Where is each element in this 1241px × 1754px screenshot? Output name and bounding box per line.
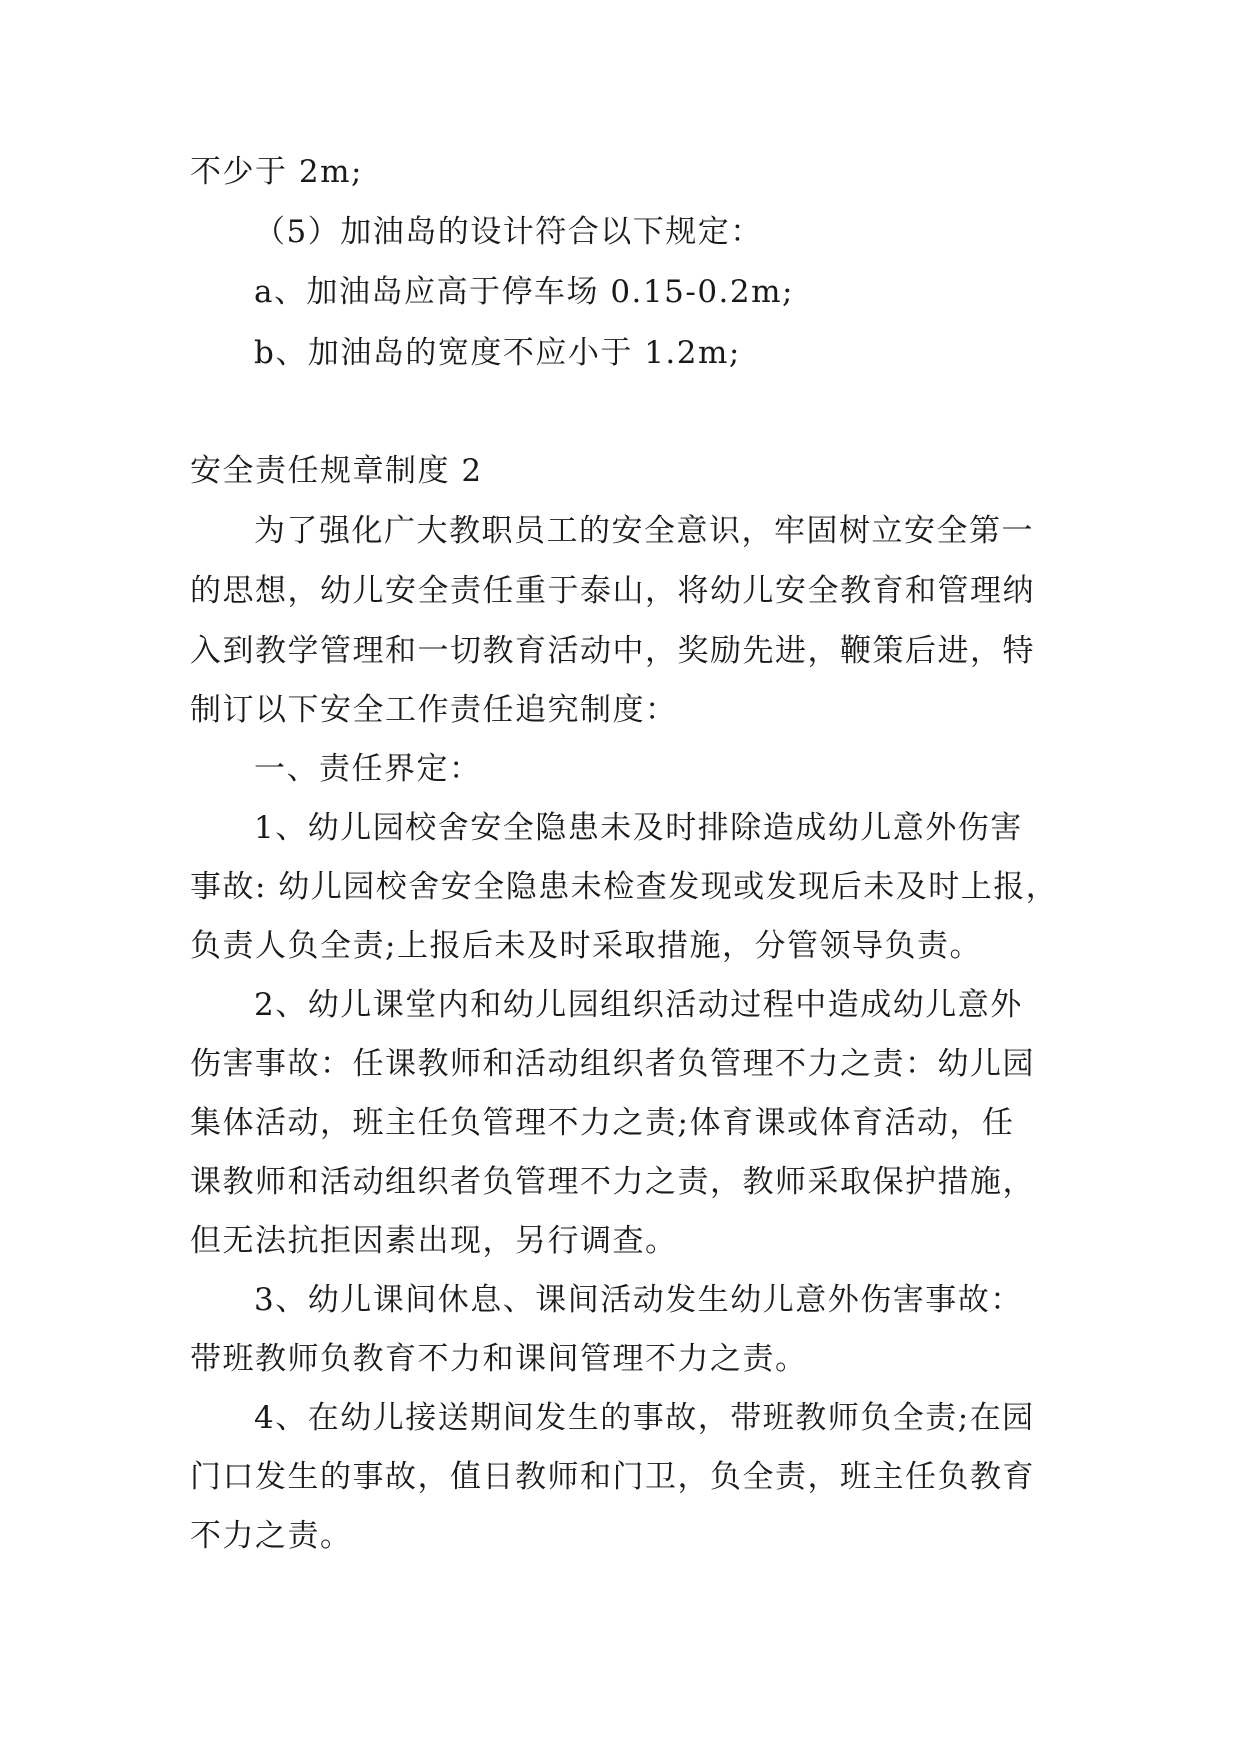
text-line: 事故: 幼儿园校舍安全隐患未检查发现或发现后未及时上报， [190,869,1059,905]
text-line: 1、幼儿园校舍安全隐患未及时排除造成幼儿意外伤害 [254,810,1023,846]
text-line: 课教师和活动组织者负管理不力之责，教师采取保护措施， [190,1164,1035,1200]
text-line: 不少于 2m; [190,154,363,190]
text-line: 的思想，幼儿安全责任重于泰山，将幼儿安全教育和管理纳 [190,573,1035,609]
text-line: 为了强化广大教职员工的安全意识，牢固树立安全第一 [254,513,1034,549]
text-line: 但无法抗拒因素出现，另行调查。 [190,1223,678,1259]
text-line: 2、幼儿课堂内和幼儿园组织活动过程中造成幼儿意外 [254,987,1023,1023]
text-line: 不力之责。 [190,1518,353,1554]
text-line: 4、在幼儿接送期间发生的事故，带班教师负全责;在园 [254,1400,1035,1436]
text-line: 一、责任界定： [254,751,482,787]
text-line: 入到教学管理和一切教育活动中，奖励先进，鞭策后进，特 [190,633,1035,669]
text-line: 制订以下安全工作责任追究制度： [190,692,678,728]
text-line: 门口发生的事故，值日教师和门卫，负全责，班主任负教育 [190,1459,1035,1495]
text-line: b、加油岛的宽度不应小于 1.2m; [254,335,741,371]
text-line: 伤害事故：任课教师和活动组织者负管理不力之责：幼儿园 [190,1046,1035,1082]
text-line: （5）加油岛的设计符合以下规定： [254,214,763,250]
text-line: 3、幼儿课间休息、课间活动发生幼儿意外伤害事故： [254,1282,1023,1318]
text-line: a、加油岛应高于停车场 0.15-0.2m; [254,274,794,310]
text-line: 带班教师负教育不力和课间管理不力之责。 [190,1341,808,1377]
section-heading: 安全责任规章制度 2 [190,453,483,489]
text-line: 负责人负全责;上报后未及时采取措施，分管领导负责。 [190,928,982,964]
text-line: 集体活动，班主任负管理不力之责;体育课或体育活动，任 [190,1105,1015,1141]
